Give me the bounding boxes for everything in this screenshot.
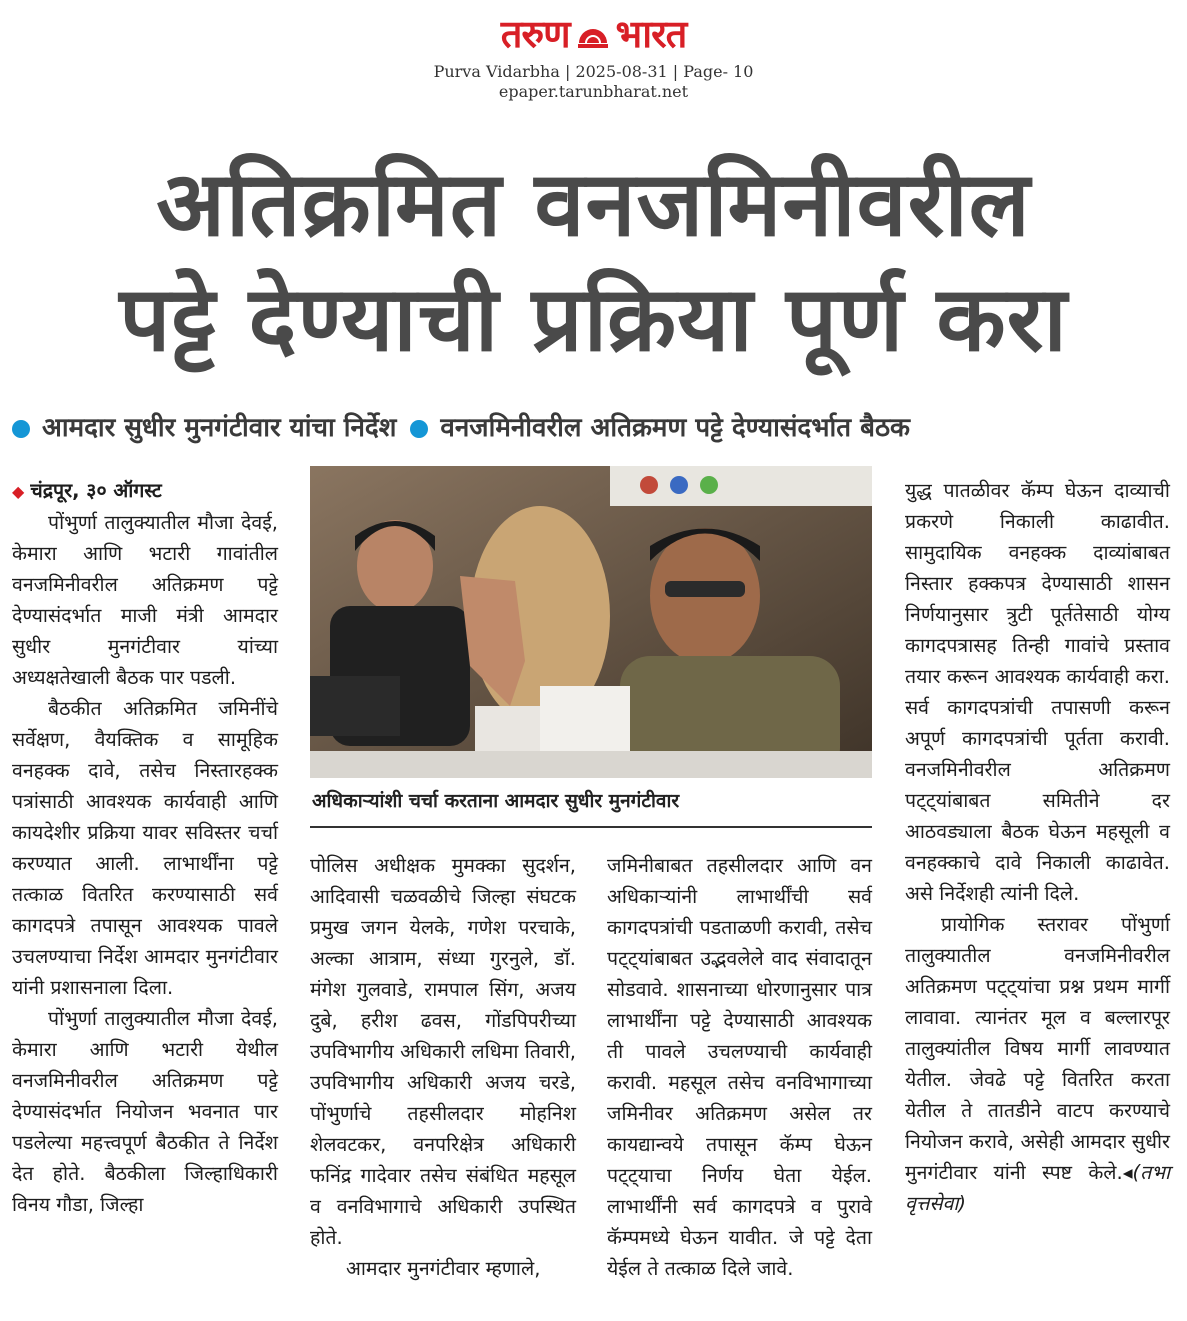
- subheads: [12, 408, 1177, 448]
- epaper-url[interactable]: epaper.tarunbharat.net: [498, 82, 689, 101]
- paragraph: बैठकीत अतिक्रमित जमिनींचे सर्वेक्षण, वैयक्तिक व सामूहिक वनहक्क दावे, तसेच निस्तारहक्क पत्रांसाठी आवश्यक कार्यवाही आणि कायदेशीर प्रक्रिया यावर सविस्तर चर्चा करण्यात आली. लाभार्थींना पट्टे तत्काळ वितरित करण्यासाठी सर्व कागदपत्रे तपासून आवश्यक पावले उचलण्याचा निर्देश आमदार मुनगंटीवार यांनी प्रशासनाला दिला.: [12, 697, 278, 999]
- photo-caption: अधिकाऱ्यांशी चर्चा करताना आमदार सुधीर मुनगंटीवार: [312, 790, 680, 812]
- news-photo: [310, 466, 872, 778]
- blue-bullet-icon: [12, 420, 30, 438]
- newspaper-logo: [501, 10, 687, 58]
- subhead-2: वनजमिनीवरील अतिक्रमण पट्टे देण्यासंदर्भात बैठक: [440, 413, 911, 443]
- article-column-2: [310, 850, 576, 1284]
- caption-divider: [310, 826, 872, 828]
- masthead: [0, 10, 1187, 102]
- edition-date: 2025-08-31: [575, 62, 668, 81]
- logo-text-part2: भारत: [615, 12, 687, 56]
- headline-line-2: पट्टे देण्याची प्रक्रिया पूर्ण करा: [119, 267, 1068, 372]
- paragraph: पोंभुर्णा तालुक्यातील मौजा देवई, केमारा आणि भटारी गावांतील वनजमिनीवरील अतिक्रमण पट्टे देण्यासंदर्भात माजी मंत्री आमदार सुधीर मुनगंटीवार यांच्या अध्यक्षतेखाली बैठक पार पडली.: [12, 511, 278, 689]
- page-number: Page- 10: [683, 62, 754, 81]
- end-mark-icon: ◂: [1122, 1161, 1133, 1184]
- news-credit: (तभा वृत्तसेवा): [905, 1161, 1170, 1215]
- paragraph: पोंभुर्णा तालुक्यातील मौजा देवई, केमारा आणि भटारी येथील वनजमिनीवरील अतिक्रमण पट्टे देण्यासंदर्भात नियोजन भवनात पार पडलेल्या महत्त्वपूर्ण बैठकीत ते निर्देश देत होते. बैठकीला जिल्हाधिकारी विनय गौडा, जिल्हा: [12, 1007, 278, 1216]
- blue-bullet-icon: [410, 420, 428, 438]
- article-column-3: [607, 850, 872, 1284]
- subhead-1: आमदार सुधीर मुनगंटीवार यांचा निर्देश: [42, 413, 397, 443]
- edition-line: Purva Vidarbha | 2025-08-31 | Page- 10: [433, 62, 754, 81]
- diamond-icon: ◆: [12, 482, 25, 501]
- logo-text-part1: तरुण: [500, 12, 570, 56]
- article-column-4: [905, 475, 1170, 1219]
- article-column-1: [12, 475, 278, 1220]
- paragraph: पोलिस अधीक्षक मुमक्का सुदर्शन, आदिवासी चळवळीचे जिल्हा संघटक प्रमुख जगन येलके, गणेश परचाके, अल्का आत्राम, संध्या गुरनुले, डॉ. मंगेश गुलवाडे, रामपाल सिंग, अजय दुबे, हरीश ढवस, गोंडपिपरीच्या उपविभागीय अधिकारी लधिमा तिवारी, उपविभागीय अधिकारी अजय चरडे, पोंभुर्णाचे तहसीलदार मोहनिश शेलवटकर, वनपरिक्षेत्र अधिकारी फनिंद्र गादेवार तसेच संबंधित महसूल व वनविभागाचे अधिकारी उपस्थित होते.: [310, 854, 576, 1249]
- edition-name: Purva Vidarbha: [433, 62, 560, 81]
- paragraph: युद्ध पातळीवर कॅम्प घेऊन दाव्याची प्रकरणे निकाली काढावीत. सामुदायिक वनहक्क दाव्यांबाबत निस्तार हक्कपत्र देण्यासाठी शासन निर्णयानुसार त्रुटी पूर्ततेसाठी योग्य कागदपत्रासह तिन्ही गावांचे प्रस्ताव तयार करून आवश्यक कार्यवाही करा. सर्व कागदपत्रांची तपासणी करून अपूर्ण कागदपत्रांची पूर्तता करावी. वनजमिनीवरील अतिक्रमण पट्ट्यांबाबत समितीने दर आठवड्याला बैठक घेऊन महसूली व वनहक्काचे दावे निकाली काढावेत. असे निर्देशही त्यांनी दिले.: [905, 479, 1170, 905]
- dateline: ◆ चंद्रपूर, ३० ऑगस्ट: [12, 479, 162, 502]
- paragraph: प्रायोगिक स्तरावर पोंभुर्णा तालुक्यातील वनजमिनीवरील अतिक्रमण पट्ट्यांचा प्रश्न प्रथम मार्गी लावावा. त्यानंतर मूल व बल्लारपूर तालुक्यांतील विषय मार्गी लावण्यात येतील. जेवढे पट्टे वितरित करता येतील ते तातडीने वाटप करण्याचे नियोजन करावे, असेही आमदार सुधीर मुनगंटीवार यांनी स्पष्ट केले.◂(तभा वृत्तसेवा): [905, 913, 1170, 1215]
- paragraph: आमदार मुनगंटीवार म्हणाले,: [346, 1257, 541, 1280]
- paragraph: जमिनीबाबत तहसीलदार आणि वन अधिकाऱ्यांनी लाभार्थींची सर्व कागदपत्रांची पडताळणी करावी, तसेच पट्ट्यांबाबत उद्भवलेले वाद संवादातून सोडवावे. शासनाच्या धोरणानुसार पात्र लाभार्थींना पट्टे देण्यासाठी आवश्यक ती पावले उचलण्याची कार्यवाही करावी. महसूल तसेच वनविभागाच्या जमिनीवर अतिक्रमण असेल तर कायद्यान्वये तपासून कॅम्प घेऊन पट्ट्याचा निर्णय घेता येईल. लाभार्थींनी सर्व कागदपत्रे व पुरावे कॅम्पमध्ये घेऊन यावीत. जे पट्टे देता येईल ते तत्काळ दिले जावे.: [607, 854, 872, 1280]
- headline-line-1: अतिक्रमित वनजमिनीवरील: [156, 152, 1031, 257]
- sun-emblem-icon: [576, 17, 610, 51]
